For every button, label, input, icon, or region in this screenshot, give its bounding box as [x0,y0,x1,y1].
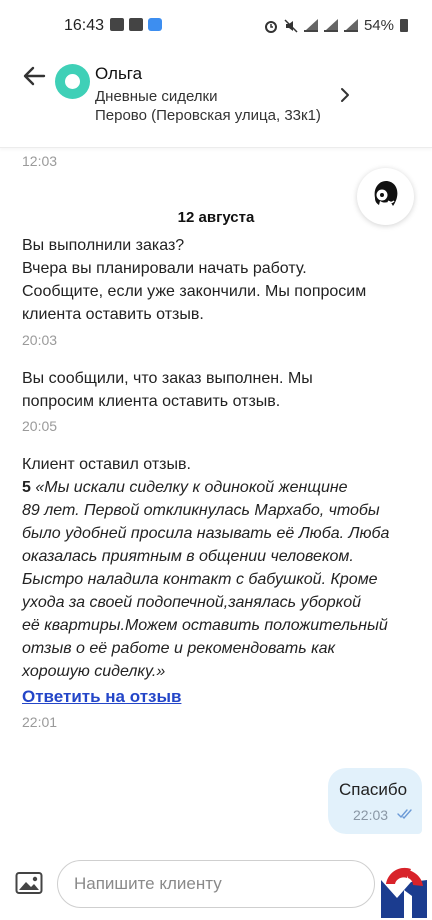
status-bar [0,0,432,52]
chat-header[interactable] [0,52,432,148]
review-line: было удобней просила называть её Люба. Люба [22,525,390,542]
signal-icon [324,20,338,32]
review-line: оказалась приятным в общении человеком. [22,548,354,565]
message-line: Вы выполнили заказ? [22,237,185,254]
review-line: «Мы искали сиделку к одинокой женщине [35,479,348,496]
review-line: отзыв о её работе и рекомендовать как [22,640,336,657]
review-message [22,453,412,683]
message-line: Сообщите, если уже закончили. Мы попросим [22,283,367,300]
alarm-icon [264,19,278,33]
review-line: 89 лет. Первой откликнулась Мархабо, чтобы [22,502,380,519]
status-system-icons [264,17,408,34]
review-text [22,476,412,683]
reply-to-review-link[interactable]: Ответить на отзыв [22,687,182,706]
outgoing-message-time: 22:03 [353,807,389,823]
signal-icon [344,20,358,32]
battery-icon [400,19,408,32]
review-line: ухода за своей подопечной,занялась уборкой [22,594,362,611]
shield-app-icon [148,18,162,31]
brand-logo-icon [378,864,430,920]
system-message [22,367,412,413]
avatar[interactable] [55,64,90,99]
image-icon[interactable] [15,871,43,895]
message-line: Вы сообщили, что заказ выполнен. Мы [22,370,313,387]
status-time: 16:43 [64,17,105,34]
outgoing-message-text: Спасибо [339,780,408,799]
message-line: Вчера вы планировали начать работу. [22,260,307,277]
review-line: Быстро наладила контакт с бабушкой. Кроме [22,571,378,588]
signal-icon [304,20,318,32]
review-line: её квартиры.Можем оставить положительный [22,617,388,634]
outgoing-message-bubble[interactable] [328,768,422,834]
review-intro: Клиент оставил отзыв. [22,456,191,473]
battery-percent: 54% [363,17,394,34]
back-arrow-icon[interactable] [20,62,48,90]
chevron-right-icon[interactable] [336,86,354,104]
status-notification-icons [110,18,162,31]
message-time: 12:03 [22,153,58,169]
contact-name: Ольга [95,64,143,83]
message-input[interactable] [57,860,375,908]
gallery-icon [110,18,124,31]
mute-icon [284,19,298,33]
system-message [22,234,412,326]
message-time: 20:05 [22,418,58,434]
review-line: хорошую сиделку.» [22,663,166,680]
order-location: Перово (Перовская улица, 33к1) [95,107,321,124]
composer [0,850,432,920]
review-rating: 5 [22,479,31,496]
message-line: клиента оставить отзыв. [22,306,204,323]
order-service: Дневные сиделки [95,88,218,105]
double-check-icon [397,808,413,820]
message-time: 20:03 [22,332,58,348]
message-icon [129,18,143,31]
message-time: 22:01 [22,714,58,730]
date-separator: 12 августа [177,209,255,226]
message-line: попросим клиента оставить отзыв. [22,393,281,410]
